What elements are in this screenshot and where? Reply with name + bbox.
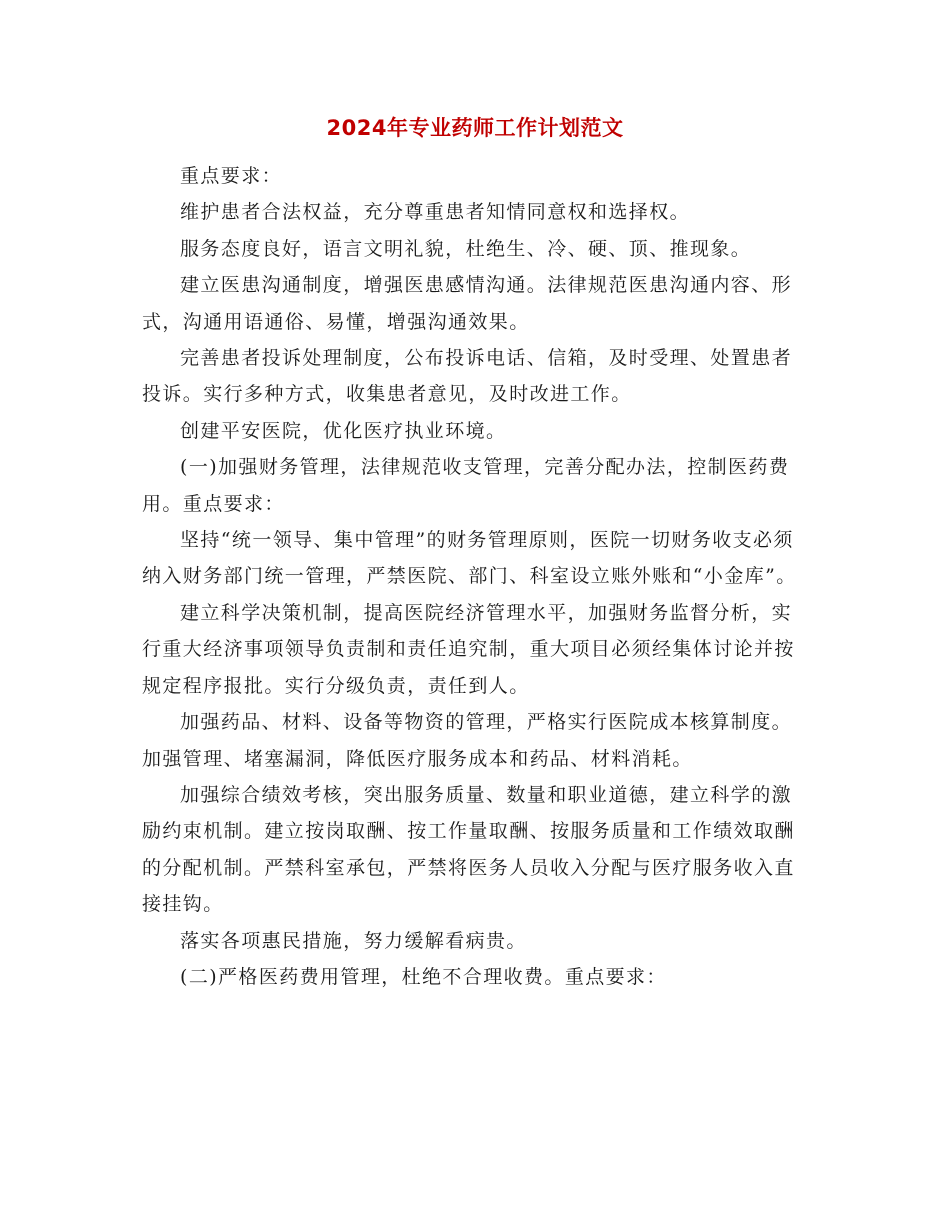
document-title: 2024年专业药师工作计划范文 [326, 116, 624, 140]
document-body [142, 158, 810, 995]
paragraph: 维护患者合法权益，充分尊重患者知情同意权和选择权。 [180, 201, 691, 224]
paragraph: (一)加强财务管理，法律规范收支管理，完善分配办法，控制医药费用。重点要求： [142, 456, 790, 515]
paragraph: 创建平安医院，优化医疗执业环境。 [180, 419, 507, 442]
paragraph: 落实各项惠民措施，努力缓解看病贵。 [180, 929, 527, 952]
paragraph: 重点要求： [180, 165, 283, 187]
paragraph: 加强药品、材料、设备等物资的管理，严格实行医院成本核算制度。加强管理、堵塞漏洞，降低医疗服务成本和药品、材料消耗。 [142, 711, 793, 770]
paragraph: 建立科学决策机制，提高医院经济管理水平，加强财务监督分析，实行重大经济事项领导负责制和责任追究制，重大项目必须经集体讨论并按规定程序报批。实行分级负责，责任到人。 [142, 601, 795, 697]
paragraph: 加强综合绩效考核，突出服务质量、数量和职业道德，建立科学的激励约束机制。建立按岗取酬、按工作量取酬、按服务质量和工作绩效取酬的分配机制。严禁科室承包，严禁将医务人员收入分配与医疗服务收入直接挂钩。 [142, 783, 795, 916]
paragraph: 坚持“统一领导、集中管理”的财务管理原则，医院一切财务收支必须纳入财务部门统一管理，严禁医院、部门、科室设立账外账和“小金库”。 [142, 529, 797, 588]
paragraph: (二)严格医药费用管理，杜绝不合理收费。重点要求： [180, 965, 667, 988]
paragraph: 服务态度良好，语言文明礼貌，杜绝生、冷、硬、顶、推现象。 [180, 237, 752, 260]
paragraph: 建立医患沟通制度，增强医患感情沟通。法律规范医患沟通内容、形式，沟通用语通俗、易懂，增强沟通效果。 [142, 274, 793, 333]
paragraph: 完善患者投诉处理制度，公布投诉电话、信箱，及时受理、处置患者投诉。实行多种方式，收集患者意见，及时改进工作。 [142, 347, 793, 406]
